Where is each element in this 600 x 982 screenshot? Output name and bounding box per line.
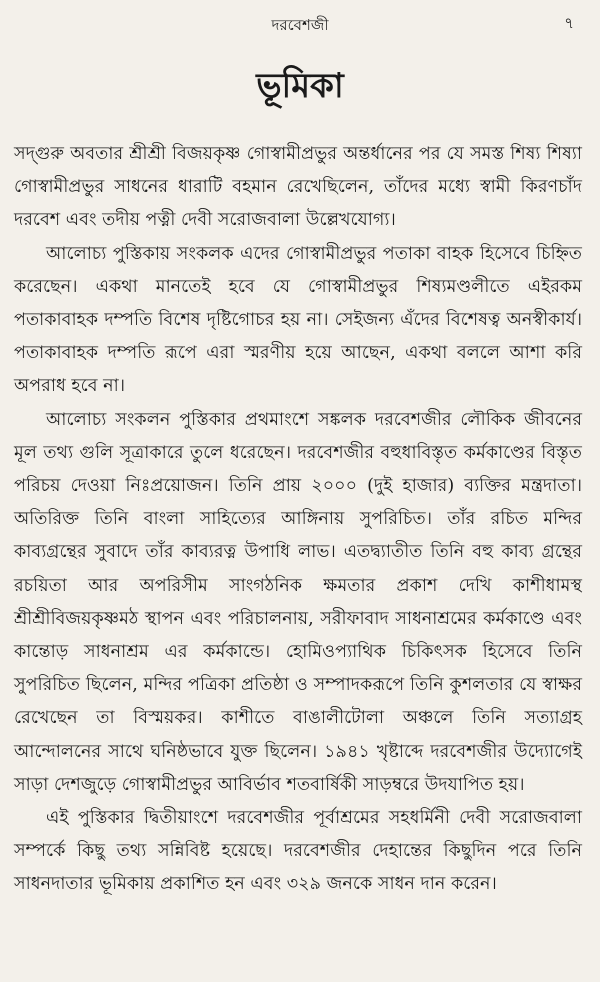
running-header: দরবেশজী <box>271 16 329 34</box>
page-number: ৭ <box>564 14 574 32</box>
paragraph-1: সদ্গুরু অবতার শ্রীশ্রী বিজয়কৃষ্ণ গোস্বামীপ্রভুর অন্তর্ধানের পর যে সমস্ত শিষ্য শিষ্যা গোস্বামীপ্রভুর সাধনের ধারাটি বহমান রেখেছিলেন, তাঁদের মধ্যে স্বামী কিরণচাঁদ দরবেশ এবং তদীয় পত্নী দেবী সরোজবালা উল্লেখযোগ্য। <box>14 144 582 231</box>
paragraph-4: এই পুস্তিকার দ্বিতীয়াংশে দরবেশজীর পূর্বাশ্রমের সহধর্মিনী দেবী সরোজবালা সম্পর্কে কিছু তথ্য সন্নিবিষ্ট হয়েছে। দরবেশজীর দেহান্তের কিছুদিন পরে তিনি সাধনদাতার ভূমিকায় প্রকাশিত হন এবং ৩২৯ জনকে সাধন দান করেন। <box>14 808 582 895</box>
section-title: ভূমিকা <box>256 66 344 106</box>
paragraph-3: আলোচ্য সংকলন পুস্তিকার প্রথমাংশে সঙ্কলক দরবেশজীর লৌকিক জীবনের মূল তথ্য গুলি সূত্রাকারে তুলে ধরেছেন। দরবেশজীর বহুধাবিস্তৃত কর্মকাণ্ডের বিস্তৃত পরিচয় দেওয়া নিঃপ্রয়োজন। তিনি প্রায় ২০০০ (দুই হাজার) ব্যক্তির মন্ত্রদাতা। অতিরিক্ত তিনি বাংলা সাহিত্যের আঙ্গিনায় সুপরিচিত। তাঁর রচিত মন্দির কাব্যগ্রন্থের সুবাদে তাঁর কাব্যরত্ন উপাধি লাভ। এতদ্ব্যাতীত তিনি বহু কাব্য গ্রন্থের রচয়িতা আর অপরিসীম সাংগঠনিক ক্ষমতার প্রকাশ দেখি কাশীধামস্থ শ্রীশ্রীবিজয়কৃষ্ণমঠ স্থাপন এবং পরিচালনায়, সরীফাবাদ সাধনাশ্রমের কর্মকাণ্ডে এবং কান্তোড় সাধনাশ্রম এর কর্মকান্ডে। হোমিওপ্যাথিক চিকিৎসক হিসেবে তিনি সুপরিচিত ছিলেন, মন্দির পত্রিকা প্রতিষ্ঠা ও সম্পাদকরূপে তিনি কুশলতার যে স্বাক্ষর রেখেছেন তা বিস্ময়কর। কাশীতে বাঙালীটোলা অঞ্চলে তিনি সত্যাগ্রহ আন্দোলনের সাথে ঘনিষ্ঠভাবে যুক্ত ছিলেন। ১৯৪১ খৃষ্টাব্দে দরবেশজীর উদ্যোগেই সাড়া দেশজুড়ে গোস্বামীপ্রভুর আবির্ভাব শতবার্ষিকী সাড়ম্বরে উদযাপিত হয়। <box>14 409 582 795</box>
paragraph-2: আলোচ্য পুস্তিকায় সংকলক এদের গোস্বামীপ্রভুর পতাকা বাহক হিসেবে চিহ্নিত করেছেন। একথা মানতেই হবে যে গোস্বামীপ্রভুর শিষ্যমণ্ডলীতে এইরকম পতাকাবাহক দম্পতি বিশেষ দৃষ্টিগোচর হয় না। সেইজন্য এঁদের বিশেষত্ব অনস্বীকার্য। পতাকাবাহক দম্পতি রূপে এরা স্মরণীয় হয়ে আছেন, একথা বললে আশা করি অপরাধ হবে না। <box>14 243 582 397</box>
body-text <box>14 138 582 902</box>
